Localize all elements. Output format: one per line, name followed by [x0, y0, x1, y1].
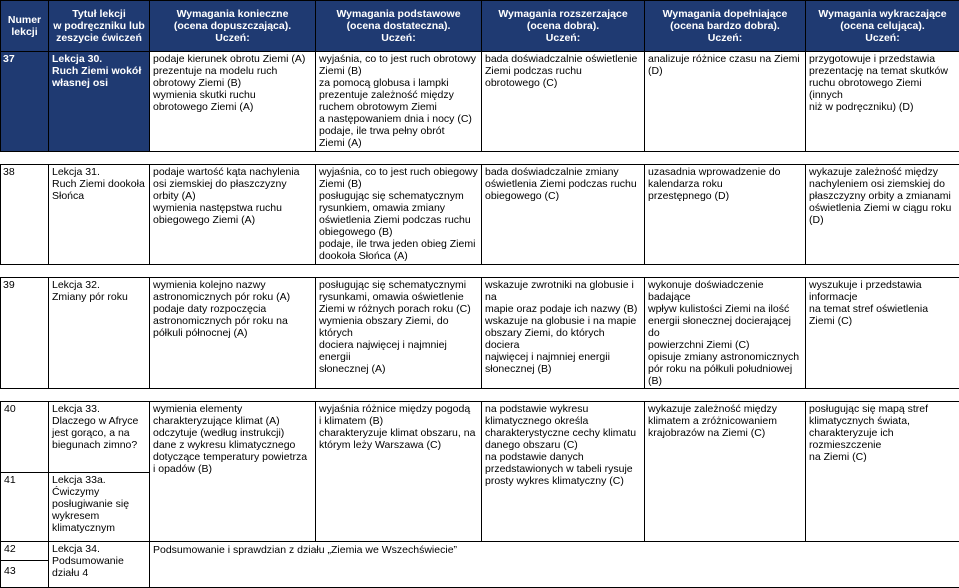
- table-row: [1, 52, 959, 152]
- konieczne-cell: podaje kierunek obrotu Ziemi (A) prezentuje na modelu ruch obrotowy Ziemi (B) wymienia skutki ruchu obrotowego Ziemi (A): [150, 52, 316, 152]
- table-row: [1, 402, 959, 542]
- header-row: [1, 1, 959, 52]
- table-row: [1, 165, 959, 265]
- podstawowe-cell: wyjaśnia różnice między pogodą i klimatem (B) charakteryzuje klimat obszaru, na którym leży Warszawa (C): [316, 402, 482, 542]
- row-separator: [1, 389, 959, 402]
- rozszerzajace-cell: bada doświadczalnie zmiany oświetlenia Ziemi podczas ruchu obiegowego (C): [482, 165, 645, 265]
- wykraczajace-cell: przygotowuje i przedstawia prezentację na temat skutków ruchu obrotowego Ziemi (innych niż w podręczniku) (D): [806, 52, 959, 152]
- konieczne-cell: wymienia kolejno nazwy astronomicznych pór roku (A) podaje daty rozpoczęcia astronomicznych pór roku na półkuli północnej (A): [150, 278, 316, 389]
- lesson-title: Lekcja 33. Dlaczego w Afryce jest gorąco, a na biegunach zimno? Lekcja 33a. Ćwiczymy posługiwanie się wykresem klimatycznym: [49, 402, 150, 542]
- header-wykraczajace: Wymagania wykraczające (ocena celująca). Uczeń:: [806, 1, 959, 52]
- konieczne-cell: podaje wartość kąta nachylenia osi ziemskiej do płaszczyzny orbity (A) wymienia następstwa ruchu obiegowego Ziemi (A): [150, 165, 316, 265]
- dopelniajace-cell: analizuje różnice czasu na Ziemi (D): [645, 52, 806, 152]
- row-separator: [1, 265, 959, 278]
- lesson-title: Lekcja 31. Ruch Ziemi dookoła Słońca: [49, 165, 150, 265]
- row-separator: [1, 152, 959, 165]
- header-lesson-title: Tytuł lekcji w podręczniku lub zeszycie ćwiczeń: [49, 1, 150, 52]
- wykraczajace-cell: wyszukuje i przedstawia informacje na temat stref oświetlenia Ziemi (C): [806, 278, 959, 389]
- lesson-number: 39: [1, 278, 49, 389]
- rozszerzajace-cell: na podstawie wykresu klimatycznego określa charakterystyczne cechy klimatu danego obszaru (C) na podstawie danych przedstawionych w tabeli rysuje prosty wykres klimatyczny (C): [482, 402, 645, 542]
- header-konieczne: Wymagania konieczne (ocena dopuszczająca). Uczeń:: [150, 1, 316, 52]
- lesson-title: Lekcja 34. Podsumowanie działu 4: [49, 542, 150, 588]
- dopelniajace-cell: uzasadnia wprowadzenie do kalendarza roku przestępnego (D): [645, 165, 806, 265]
- rozszerzajace-cell: bada doświadczalnie oświetlenie Ziemi podczas ruchu obrotowego (C): [482, 52, 645, 152]
- wykraczajace-cell: wykazuje zależność między nachyleniem osi ziemskiej do płaszczyzny orbity a zmianami oświetlenia Ziemi w ciągu roku (D): [806, 165, 959, 265]
- podstawowe-cell: wyjaśnia, co to jest ruch obiegowy Ziemi (B) posługując się schematycznym rysunkiem, omawia zmiany oświetlenia Ziemi podczas ruchu obiegowego (B) podaje, ile trwa jeden obieg Ziemi dookoła Słońca (A): [316, 165, 482, 265]
- summary-cell: Podsumowanie i sprawdzian z działu „Ziemia we Wszechświecie”: [150, 542, 959, 588]
- podstawowe-cell: wyjaśnia, co to jest ruch obrotowy Ziemi (B) za pomocą globusa i lampki prezentuje zależność między ruchem obrotowym Ziemi a następowaniem dnia i nocy (C) podaje, ile trwa pełny obrót Ziemi (A): [316, 52, 482, 152]
- header-dopelniajace: Wymagania dopełniające (ocena bardzo dobra). Uczeń:: [645, 1, 806, 52]
- lesson-title: Lekcja 30. Ruch Ziemi wokół własnej osi: [49, 52, 150, 152]
- dopelniajace-cell: wykonuje doświadczenie badające wpływ kulistości Ziemi na ilość energii słonecznej docierającej do powierzchni Ziemi (C) opisuje zmiany astronomicznych pór roku na półkuli południowej (B): [645, 278, 806, 389]
- header-lesson-number: Numer lekcji: [1, 1, 49, 52]
- header-podstawowe: Wymagania podstawowe (ocena dostateczna). Uczeń:: [316, 1, 482, 52]
- podstawowe-cell: posługując się schematycznymi rysunkami, omawia oświetlenie Ziemi w różnych porach roku (C) wymienia obszary Ziemi, do których dociera najwięcej i najmniej energii słonecznej (A): [316, 278, 482, 389]
- lesson-number: 40 41: [1, 402, 49, 542]
- table-row: [1, 278, 959, 389]
- header-rozszerzajace: Wymagania rozszerzające (ocena dobra). Uczeń:: [482, 1, 645, 52]
- rozszerzajace-cell: wskazuje zwrotniki na globusie i na mapie oraz podaje ich nazwy (B) wskazuje na globusie i na mapie obszary Ziemi, do których dociera najwięcej i najmniej energii słonecznej (B): [482, 278, 645, 389]
- wykraczajace-cell: posługując się mapą stref klimatycznych świata, charakteryzuje ich rozmieszczenie na Ziemi (C): [806, 402, 959, 542]
- table-row: [1, 542, 959, 588]
- lesson-number: 38: [1, 165, 49, 265]
- lesson-number: 42 43: [1, 542, 49, 588]
- lesson-number: 37: [1, 52, 49, 152]
- dopelniajace-cell: wykazuje zależność między klimatem a zróżnicowaniem krajobrazów na Ziemi (C): [645, 402, 806, 542]
- lesson-title: Lekcja 32. Zmiany pór roku: [49, 278, 150, 389]
- konieczne-cell: wymienia elementy charakteryzujące klimat (A) odczytuje (według instrukcji) dane z wykresu klimatycznego dotyczące temperatury powietrza i opadów (B): [150, 402, 316, 542]
